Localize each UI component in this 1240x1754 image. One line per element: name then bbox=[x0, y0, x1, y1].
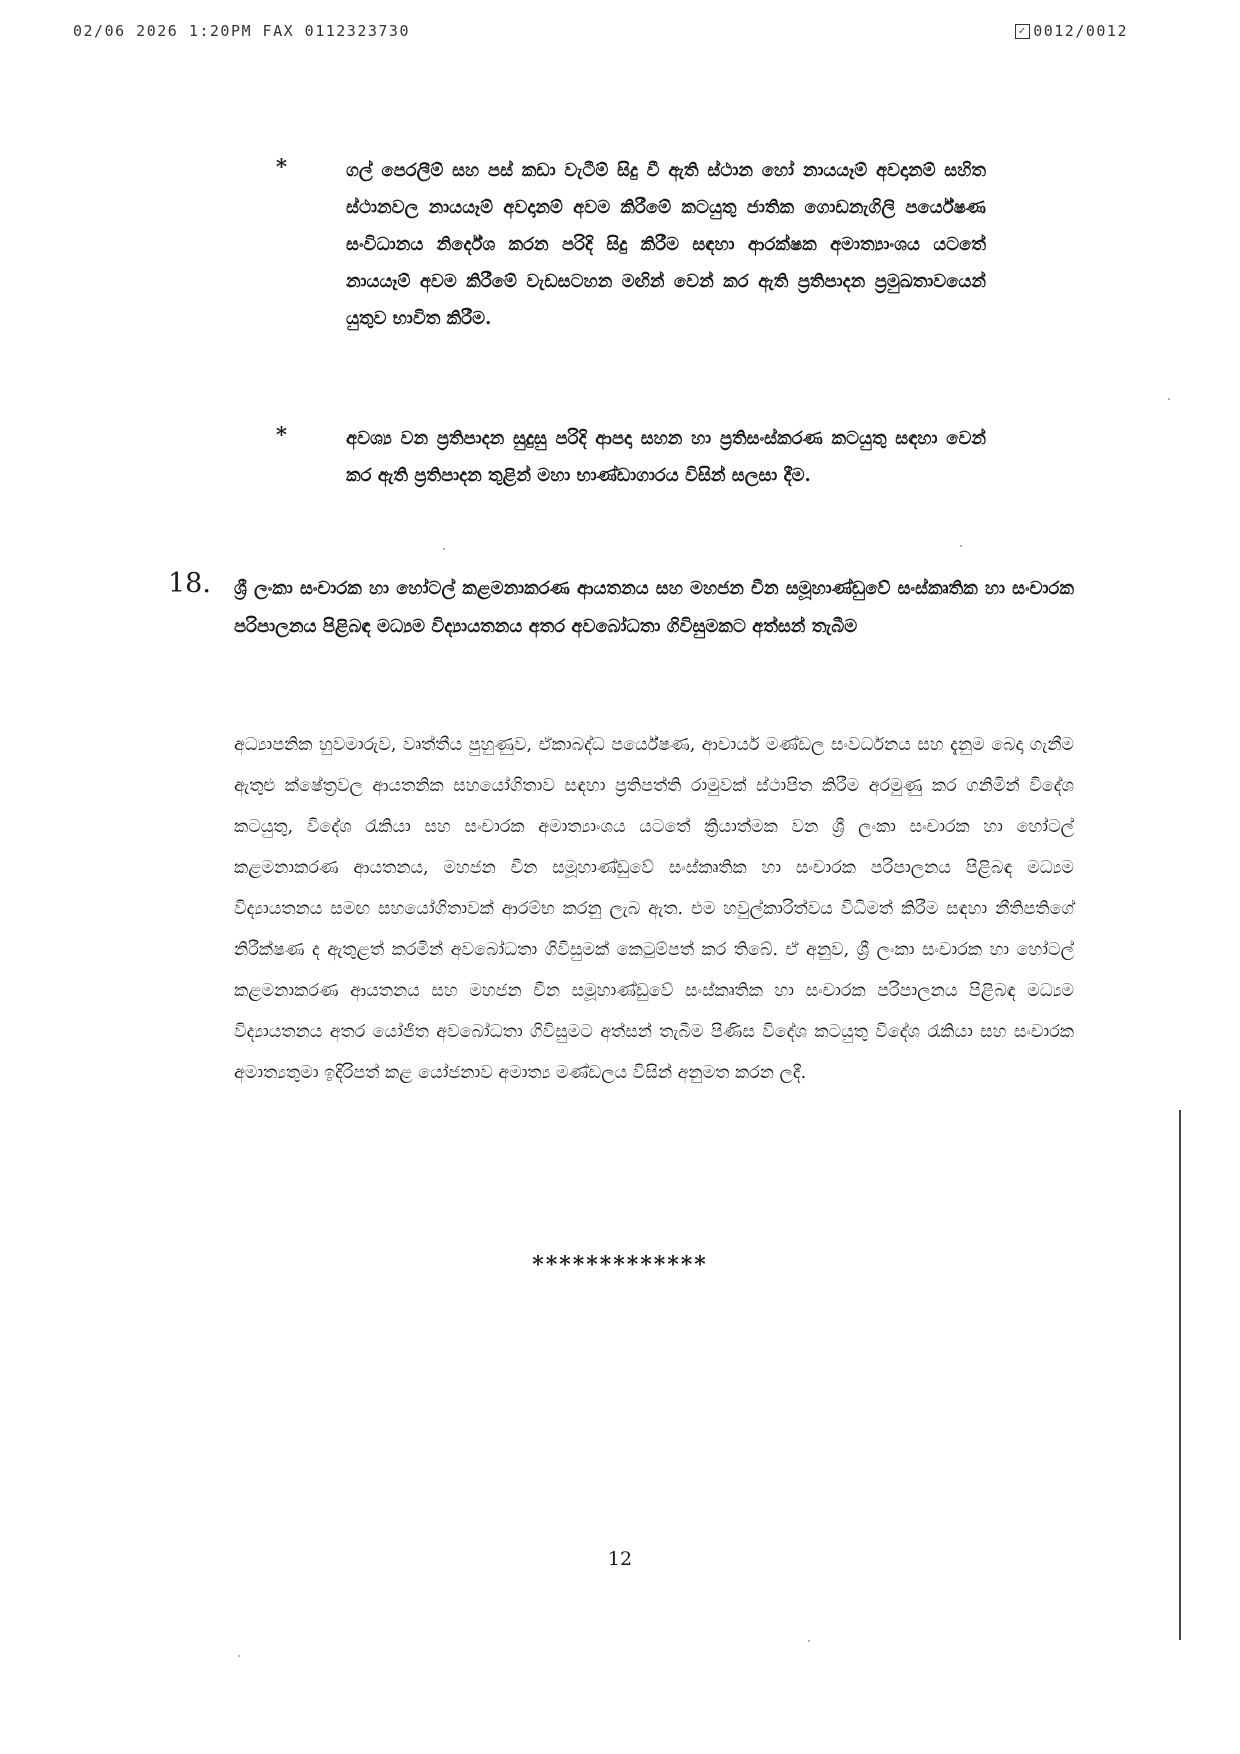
fax-page-count: 0012/0012 bbox=[1033, 22, 1128, 40]
scan-speck bbox=[238, 1655, 240, 1657]
bullet-text: ගල් පෙරලීම් සහ පස් කඩා වැටීම් සිදු වී ඇති ස්ථාන හෝ නායයෑම් අවදානම් සහිත ස්ථානවල නායයෑම් අවදානම් අවම කිරීමේ කටයුතු ජාතික ගොඩනැගිලි පර්යේෂණ සංවිධානය නිර්දේශ කරන පරිදි සිදු කිරීම සඳහා ආරක්ෂක අමාත්‍යාංශය යටතේ නායයෑම් අවම කිරීමේ වැඩසටහන මඟින් වෙන් කර ඇති ප්‍රතිපාදන ප්‍රමුඛතාවයෙන් යුතුව භාවිත කිරීම. bbox=[346, 160, 986, 329]
bullet-asterisk: * bbox=[276, 422, 287, 447]
bullet-asterisk: * bbox=[276, 154, 287, 179]
separator-asterisks: ************* bbox=[532, 1252, 708, 1278]
page-number: 12 bbox=[607, 1548, 633, 1570]
scan-speck bbox=[960, 545, 962, 547]
fax-checkbox-icon: ✓ bbox=[1015, 24, 1030, 39]
item-heading: ශ්‍රී ලංකා සංචාරක හා හෝටල් කළමනාකරණ ආයතනය සහ මහජන චීන සමූහාණ්ඩුවේ සංස්කෘතික හා සංචාරක පරිපාලනය පිළිබඳ මධ්‍යම විද්‍යායතනය අතර අවබෝධතා ගිවිසුමකට අත්සන් තැබීම bbox=[234, 578, 1074, 637]
item-number: 18. bbox=[168, 568, 211, 599]
bullet-text: අවශ්‍ය වන ප්‍රතිපාදන සුදුසු පරිදි ආපදා සහන හා ප්‍රතිසංස්කරණ කටයුතු සඳහා වෙන් කර ඇති ප්‍රතිපාදන තුළින් මහා භාණ්ඩාගාරය විසින් සලසා දීම. bbox=[346, 428, 986, 486]
scan-speck bbox=[808, 1640, 810, 1642]
item-paragraph: අධ්‍යාපනික හුවමාරුව, වෘත්තීය පුහුණුව, ඒකාබද්ධ පර්යේෂණ, ආචාර්ය මණ්ඩල සංවර්ධනය සහ දැනුම බෙදා ගැනීම ඇතුළු ක්ෂේත්‍රවල ආයතනික සහයෝගිතාව සඳහා ප්‍රතිපත්ති රාමුවක් ස්ථාපිත කිරීම අරමුණු කර ගනිමින් විදේශ කටයුතු, විදේශ රැකියා සහ සංචාරක අමාත්‍යාංශය යටතේ ක්‍රියාත්මක වන ශ්‍රී ලංකා සංචාරක හා හෝටල් කළමනාකරණ ආයතනය, මහජන චීන සමූහාණ්ඩුවේ සංස්කෘතික හා සංචාරක පරිපාලනය පිළිබඳ මධ්‍යම විද්‍යායතනය සමඟ සහයෝගිතාවක් ආරම්භ කරනු ලැබ ඇත. එම හවුල්කාරිත්වය විධිමත් කිරීම සඳහා නීතිපතිගේ නිරීක්ෂණ ද ඇතුළත් කරමින් අවබෝධතා ගිවිසුමක් කෙටුම්පත් කර තිබේ. ඒ අනුව, ශ්‍රී ලංකා සංචාරක හා හෝටල් කළමනාකරණ ආයතනය සහ මහජන චීන සමූහාණ්ඩුවේ සංස්කෘතික හා සංචාරක පරිපාලනය පිළිබඳ මධ්‍යම විද්‍යායතනය අතර යෝජිත අවබෝධතා ගිවිසුමට අත්සන් තැබීම පිණිස විදේශ කටයුතු විදේශ රැකියා සහ සංචාරක අමාත්‍යතුමා ඉදිරිපත් කළ යෝජනාව අමාත්‍ය මණ්ඩලය විසින් අනුමත කරන ලදී. bbox=[234, 735, 1074, 1083]
scan-speck bbox=[443, 548, 445, 550]
fax-header-right bbox=[1015, 22, 1128, 40]
scan-margin-line bbox=[1179, 1110, 1181, 1640]
scan-speck bbox=[1168, 398, 1170, 400]
fax-header-left: 02/06 2026 1:20PM FAX 0112323730 bbox=[73, 22, 410, 40]
